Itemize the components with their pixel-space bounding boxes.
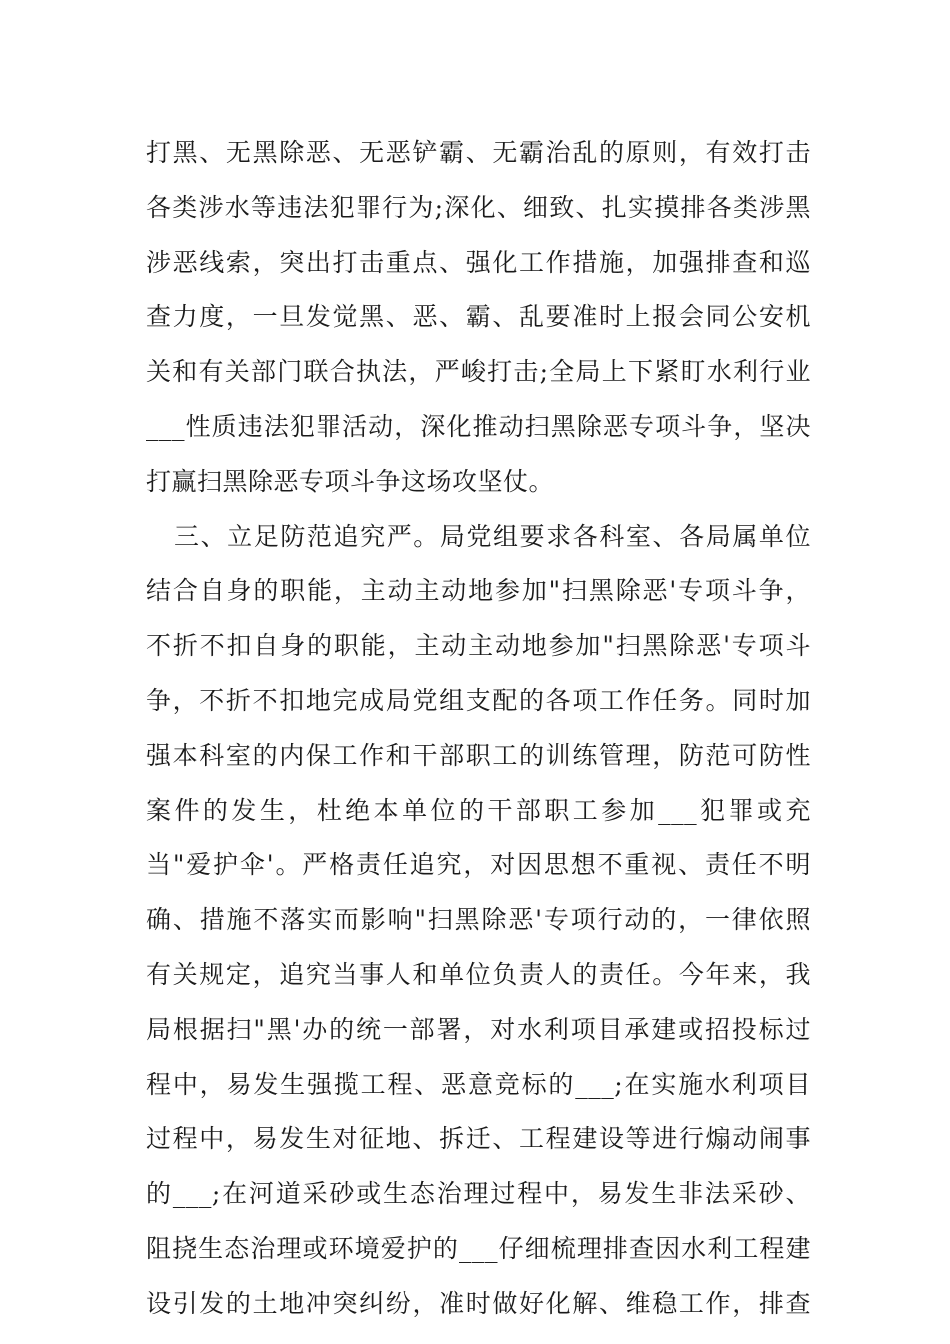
text-line: 阻挠生态治理或环境爱护的___仔细梳理排查因水利工程建 xyxy=(146,1233,811,1263)
text-line: 设引发的土地冲突纠纷，准时做好化解、维稳工作，排查 xyxy=(146,1288,811,1318)
text-line: 打赢扫黑除恶专项斗争这场攻坚仗。 xyxy=(146,466,555,496)
text-line: 查力度，一旦发觉黑、恶、霸、乱要准时上报会同公安机 xyxy=(146,302,811,332)
text-line: 过程中，易发生对征地、拆迁、工程建设等进行煽动闹事 xyxy=(146,1124,811,1154)
text-line: 涉恶线索，突出打击重点、强化工作措施，加强排查和巡 xyxy=(146,247,811,277)
text-line: 确、措施不落实而影响"扫黑除恶'专项行动的，一律依照 xyxy=(146,905,811,935)
text-line: 有关规定，追究当事人和单位负责人的责任。今年来，我 xyxy=(146,959,811,989)
section-heading-line: 三、立足防范追究严。局党组要求各科室、各局属单位 xyxy=(174,521,811,551)
text-line: 程中，易发生强揽工程、恶意竞标的___;在实施水利项目 xyxy=(146,1069,811,1099)
text-line: 争，不折不扣地完成局党组支配的各项工作任务。同时加 xyxy=(146,685,811,715)
text-line: 强本科室的内保工作和干部职工的训练管理，防范可防性 xyxy=(146,740,811,770)
text-line: 的___;在河道采砂或生态治理过程中，易发生非法采砂、 xyxy=(146,1179,811,1209)
text-line: 当"爱护伞'。严格责任追究，对因思想不重视、责任不明 xyxy=(146,850,811,880)
text-line: 关和有关部门联合执法，严峻打击;全局上下紧盯水利行业 xyxy=(146,357,811,387)
text-line: 案件的发生，杜绝本单位的干部职工参加___犯罪或充 xyxy=(146,795,811,825)
text-line: 结合自身的职能，主动主动地参加"扫黑除恶'专项斗争， xyxy=(146,576,811,606)
body-text xyxy=(146,126,811,1332)
text-line: 各类涉水等违法犯罪行为;深化、细致、扎实摸排各类涉黑 xyxy=(146,192,811,222)
text-line: 不折不扣自身的职能，主动主动地参加"扫黑除恶'专项斗 xyxy=(146,631,811,661)
text-line: 打黑、无黑除恶、无恶铲霸、无霸治乱的原则，有效打击 xyxy=(146,138,811,167)
text-line: ___性质违法犯罪活动，深化推动扫黑除恶专项斗争，坚决 xyxy=(146,411,811,441)
text-line: 局根据扫"黑'办的统一部署，对水利项目承建或招投标过 xyxy=(146,1014,811,1044)
